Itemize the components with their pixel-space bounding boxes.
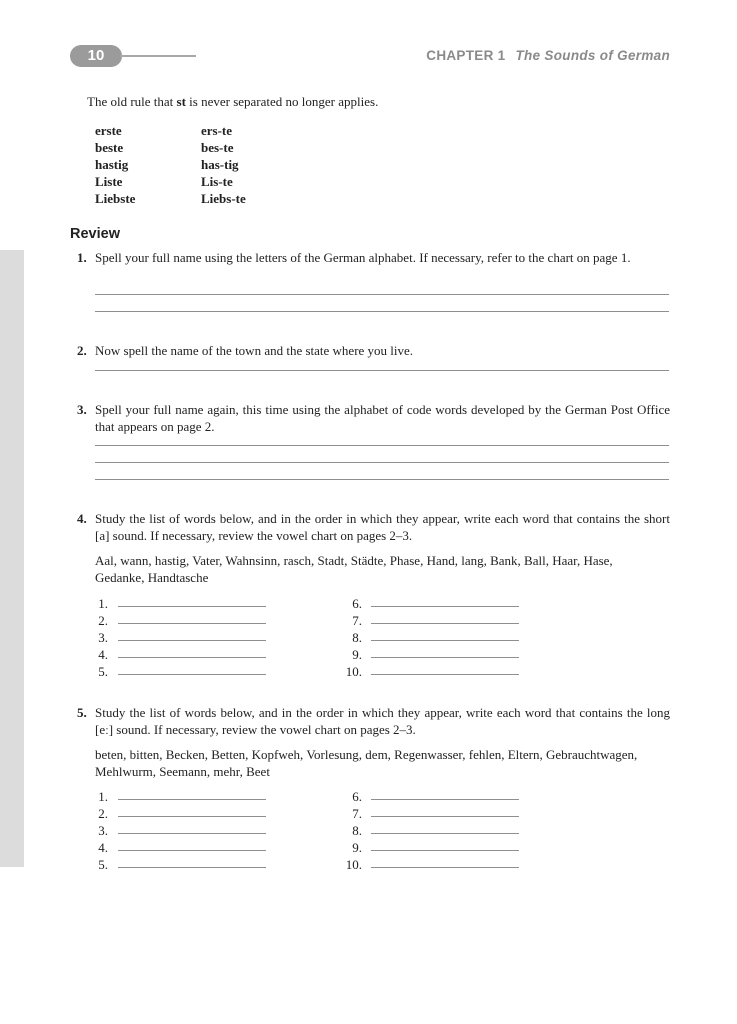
answer-item — [342, 856, 362, 873]
answer-item — [342, 646, 362, 663]
answer-blank[interactable] — [118, 623, 266, 624]
answer-blank[interactable] — [371, 674, 519, 675]
answer-number: 1. — [98, 789, 108, 804]
answer-blank[interactable] — [118, 606, 266, 607]
answer-number: 5. — [98, 857, 108, 872]
answer-blank[interactable] — [118, 867, 266, 868]
answer-item — [88, 788, 108, 805]
answer-number: 6. — [352, 789, 362, 804]
answer-item — [342, 839, 362, 856]
answer-number: 6. — [352, 596, 362, 611]
answer-item — [88, 822, 108, 839]
answer-item — [342, 805, 362, 822]
word: erste — [95, 123, 122, 138]
question-text: Now spell the name of the town and the state where you live. — [95, 343, 414, 358]
answer-item — [88, 663, 108, 680]
question-number: 3. — [77, 402, 87, 417]
question-text: Spell your full name again, this time using the alphabet of code words developed by the German Post Office that appears on page 2. — [95, 402, 670, 434]
side-margin-bar — [0, 250, 24, 867]
answer-number: 8. — [352, 630, 362, 645]
answer-item — [342, 822, 362, 839]
word: Liebste — [95, 191, 136, 206]
answer-line[interactable] — [95, 445, 669, 446]
question-4 — [77, 510, 670, 544]
answer-number: 7. — [352, 806, 362, 821]
answer-number: 10. — [345, 664, 362, 679]
question-text: Spell your full name using the letters of the German alphabet. If necessary, refer to the chart on page 1. — [95, 250, 631, 265]
intro-sentence — [87, 93, 378, 110]
answer-number: 4. — [98, 647, 108, 662]
question-5 — [77, 704, 670, 738]
question-2 — [77, 342, 670, 359]
answer-line[interactable] — [95, 462, 669, 463]
word: hastig — [95, 157, 129, 172]
answer-blank[interactable] — [118, 816, 266, 817]
answer-item — [342, 629, 362, 646]
answer-item — [342, 663, 362, 680]
question-number: 2. — [77, 343, 87, 358]
answer-number: 7. — [352, 613, 362, 628]
answer-blank[interactable] — [118, 833, 266, 834]
chapter-heading — [426, 48, 670, 63]
word-list: Aal, wann, hastig, Vater, Wahnsinn, rasch, Stadt, Städte, Phase, Hand, lang, Bank, Ball, Haar, Hase, Gedanke, Handtasche — [95, 553, 613, 585]
answer-number: 1. — [98, 596, 108, 611]
chapter-label: CHAPTER 1 — [426, 48, 506, 63]
answer-item — [342, 612, 362, 629]
answer-number: 3. — [98, 823, 108, 838]
review-heading: Review — [70, 226, 120, 242]
word-list: beten, bitten, Becken, Betten, Kopfweh, Vorlesung, dem, Regenwasser, fehlen, Eltern, Gebrauchtwagen, Mehlwurm, Seemann, mehr, Beet — [95, 747, 638, 779]
answer-item — [342, 595, 362, 612]
answer-blank[interactable] — [371, 640, 519, 641]
answer-line[interactable] — [95, 311, 669, 312]
answer-item — [88, 629, 108, 646]
intro-after: is never separated no longer applies. — [185, 94, 379, 109]
question-3 — [77, 401, 670, 435]
answer-number: 8. — [352, 823, 362, 838]
answer-number: 3. — [98, 630, 108, 645]
word: beste — [95, 140, 124, 155]
question-text: Study the list of words below, and in the order in which they appear, write each word that contains the short [a] sound. If necessary, review the vowel chart on pages 2–3. — [95, 511, 670, 543]
answer-blank[interactable] — [118, 850, 266, 851]
question-number: 5. — [77, 705, 87, 720]
answer-number: 9. — [352, 840, 362, 855]
answer-number: 5. — [98, 664, 108, 679]
answer-number: 2. — [98, 806, 108, 821]
word-split: Liebs-te — [201, 191, 246, 206]
answer-blank[interactable] — [371, 816, 519, 817]
answer-item — [342, 788, 362, 805]
header-rule — [120, 55, 196, 57]
chapter-title: The Sounds of German — [515, 48, 670, 63]
question-1 — [77, 249, 670, 266]
answer-blank[interactable] — [371, 833, 519, 834]
answer-blank[interactable] — [371, 799, 519, 800]
answer-item — [88, 805, 108, 822]
word-split: Lis-te — [201, 174, 233, 189]
answer-item — [88, 595, 108, 612]
intro-bold: st — [176, 94, 186, 109]
answer-blank[interactable] — [371, 657, 519, 658]
answer-line[interactable] — [95, 370, 669, 371]
word-split: has-tig — [201, 157, 239, 172]
answer-blank[interactable] — [118, 657, 266, 658]
word: Liste — [95, 174, 123, 189]
answer-item — [88, 839, 108, 856]
answer-item — [88, 646, 108, 663]
page-number: 10 — [70, 45, 122, 67]
answer-number: 4. — [98, 840, 108, 855]
question-number: 4. — [77, 511, 87, 526]
answer-number: 2. — [98, 613, 108, 628]
word-split: ers-te — [201, 123, 233, 138]
answer-number: 10. — [345, 857, 362, 872]
answer-blank[interactable] — [118, 640, 266, 641]
question-number: 1. — [77, 250, 87, 265]
answer-line[interactable] — [95, 479, 669, 480]
answer-blank[interactable] — [371, 850, 519, 851]
answer-blank[interactable] — [118, 799, 266, 800]
answer-item — [88, 856, 108, 873]
answer-number: 9. — [352, 647, 362, 662]
answer-blank[interactable] — [371, 867, 519, 868]
answer-blank[interactable] — [118, 674, 266, 675]
answer-blank[interactable] — [371, 606, 519, 607]
answer-item — [88, 612, 108, 629]
answer-blank[interactable] — [371, 623, 519, 624]
answer-line[interactable] — [95, 294, 669, 295]
word-split: bes-te — [201, 140, 234, 155]
intro-before: The old rule that — [87, 94, 177, 109]
question-text: Study the list of words below, and in the order in which they appear, write each word that contains the long [eː] sound. If necessary, review the vowel chart on pages 2–3. — [95, 705, 670, 737]
